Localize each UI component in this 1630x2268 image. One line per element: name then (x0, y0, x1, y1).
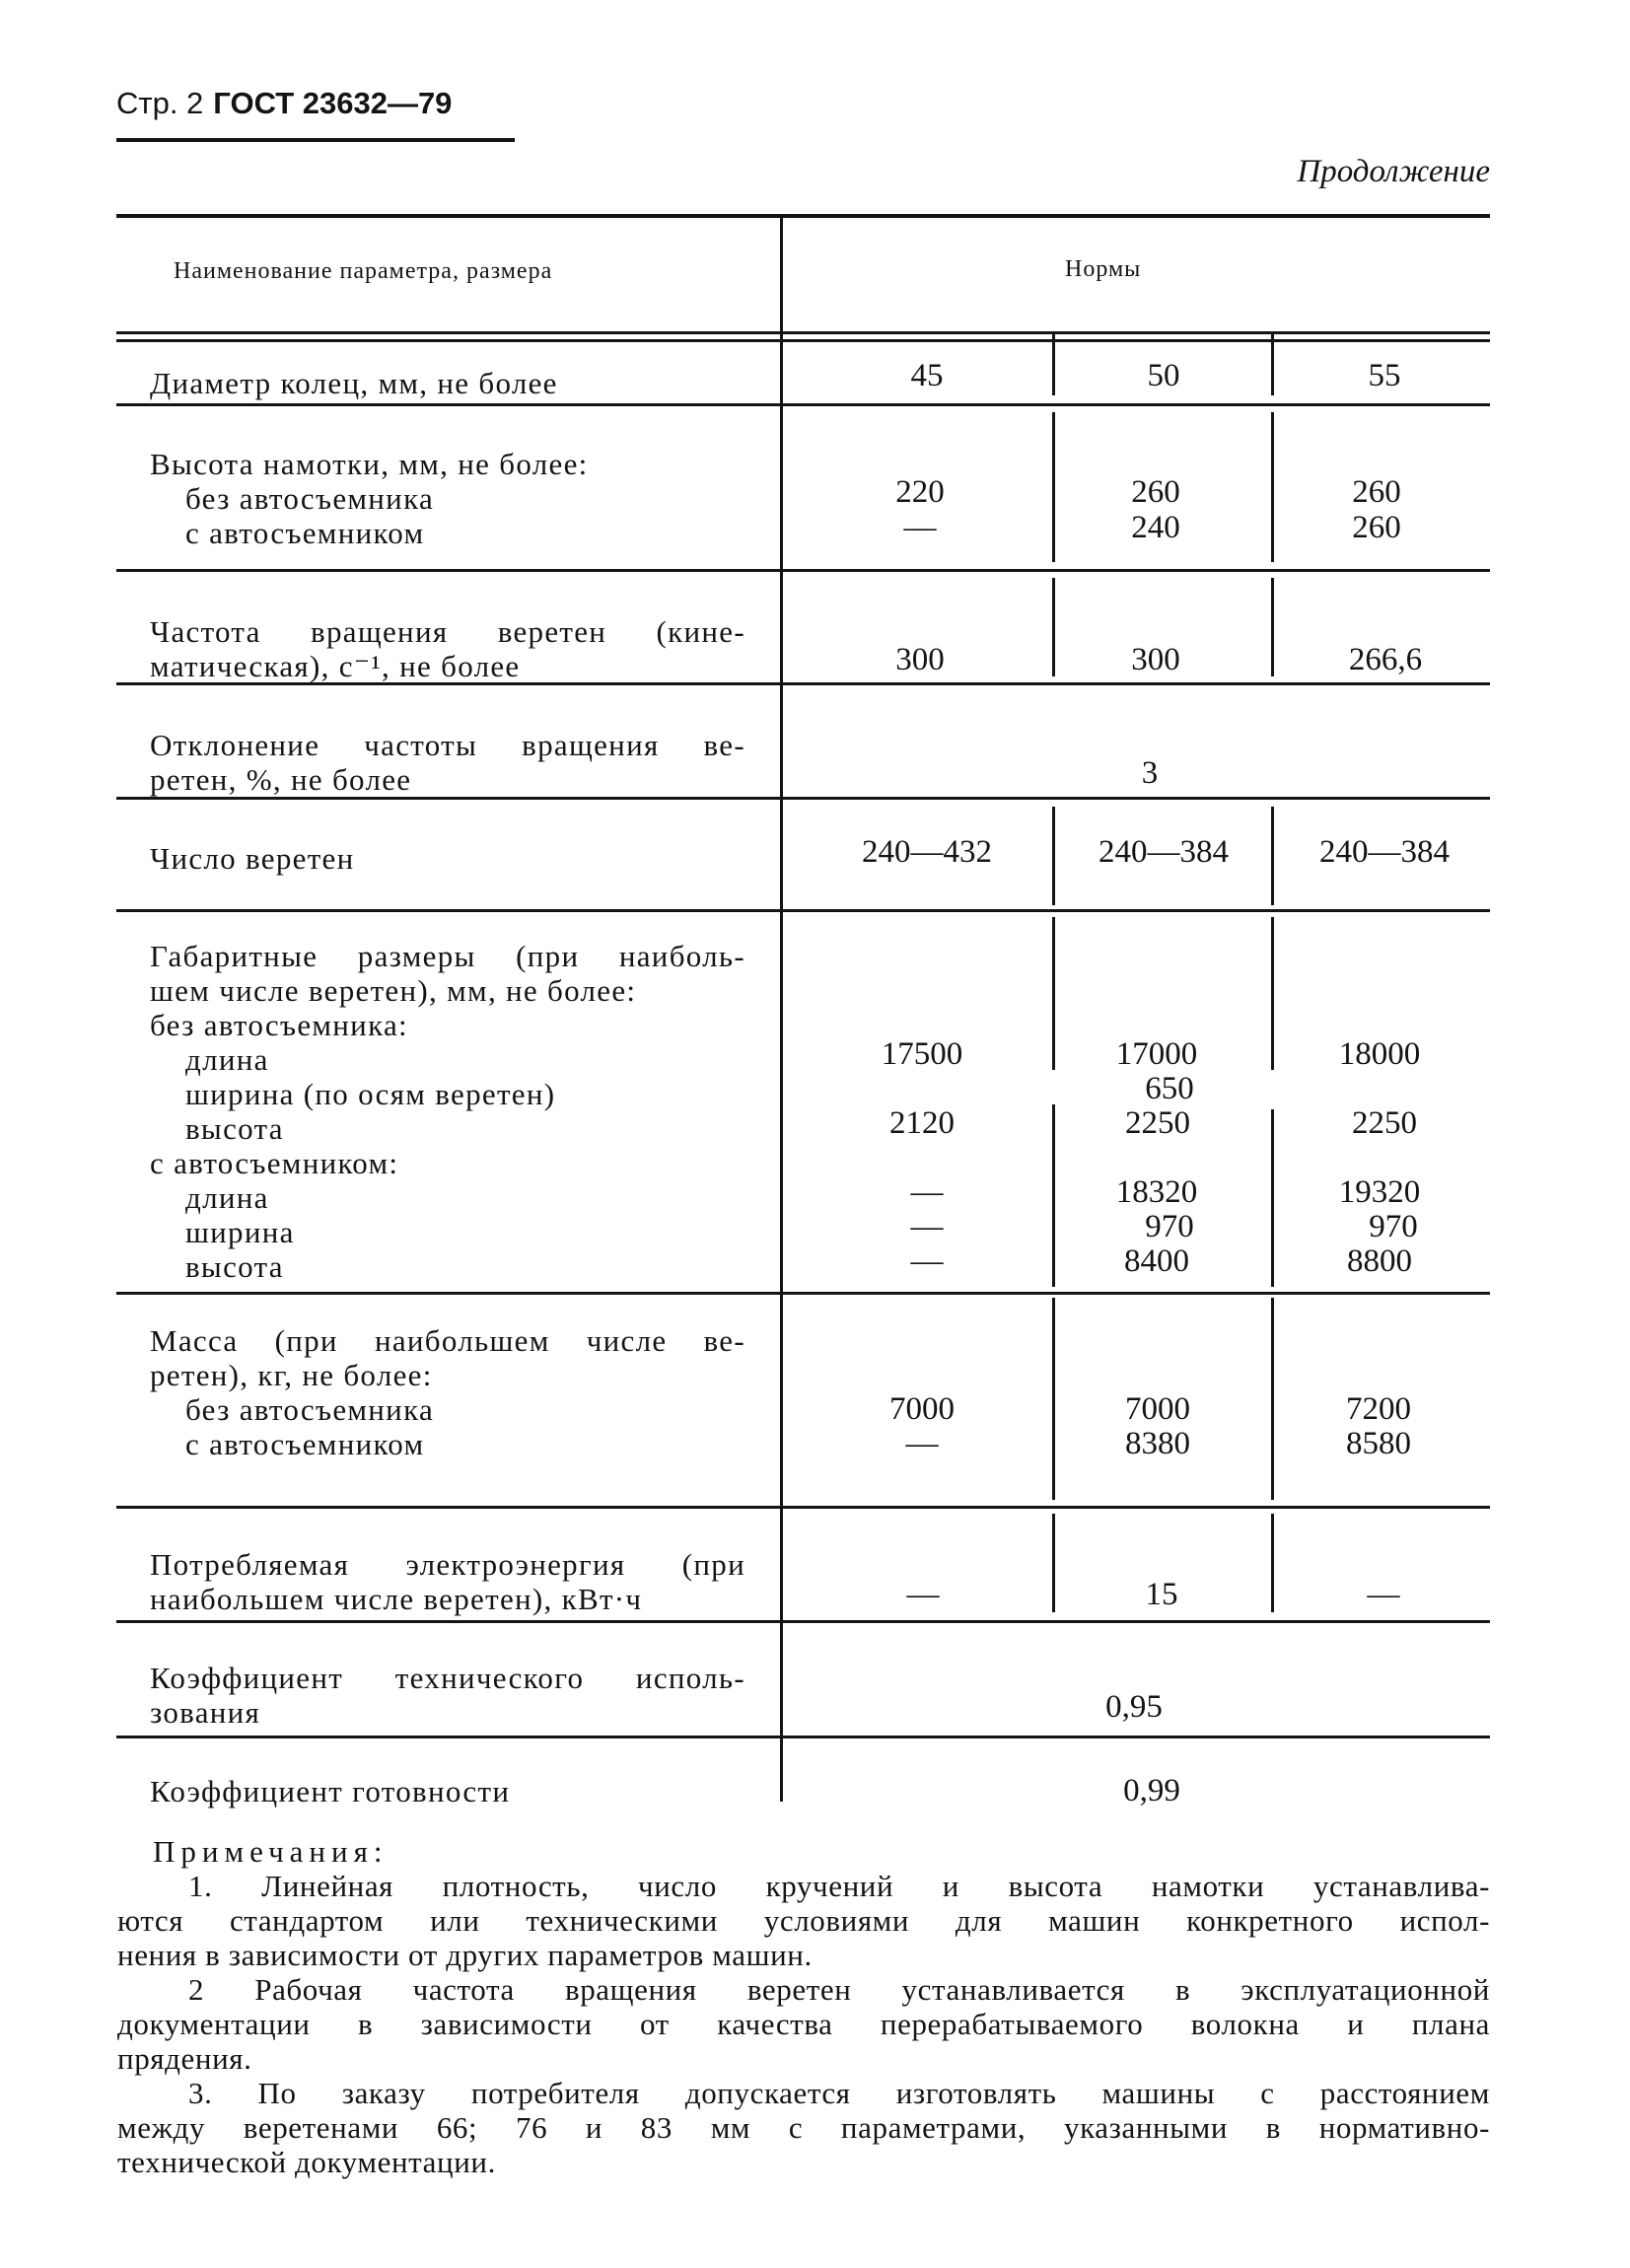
row-label-speed-deviation: Отклонение частоты вращения ве- ретен, %, не более (150, 728, 745, 797)
row-rule (116, 1620, 1490, 1623)
row-rule (116, 1292, 1490, 1295)
header-double-rule-b (116, 339, 1490, 342)
row-label-overall-dimensions: Габаритные размеры (при наиболь- шем числе веретен), мм, не более: без автосъемника: длина ширина (по осям веретен) высота с автосъемником: длина ширина высота (150, 939, 745, 1284)
header-double-rule-a (116, 331, 1490, 334)
page-header (116, 81, 515, 142)
row-label-winding-height: Высота намотки, мм, не более: без автосъемника с автосъемником (150, 447, 589, 550)
continuation-label: Продолжение (1297, 154, 1490, 189)
table-top-rule (116, 214, 1490, 218)
note-1: 1. Линейная плотность, число кручений и высота намотки устанавлива- ются стандартом или техническими условиями для машин конкретного испол- нения в зависимости от других параметров машин. (117, 1869, 1490, 1972)
row-label-utilization-coefficient: Коэффициент технического исполь- зования (150, 1661, 745, 1730)
row-label-spindle-speed: Частота вращения веретен (кине- матическая), с⁻¹, не более (150, 614, 745, 683)
row-rule (116, 1506, 1490, 1509)
notes-title: Примечания: (153, 1834, 389, 1869)
note-2: 2 Рабочая частота вращения веретен устанавливается в эксплуатационной документации в зависимости от качества перерабатываемого волокна и плана прядения. (117, 1972, 1490, 2076)
column-header-parameter: Наименование параметра, размера (174, 258, 553, 284)
row-rule (116, 909, 1490, 912)
row-rule (116, 403, 1490, 406)
notes-section (117, 1834, 1490, 2179)
page-number: Стр. 2 (116, 86, 204, 120)
row-label-power-consumption: Потребляемая электроэнергия (при наибольшем числе веретен), кВт·ч (150, 1547, 745, 1616)
row-label-ring-diameter: Диаметр колец, мм, не более (150, 366, 558, 400)
row-label-availability-coefficient: Коэффициент готовности (150, 1774, 511, 1808)
standard-number: ГОСТ 23632—79 (213, 86, 453, 120)
column-header-norms: Нормы (1065, 256, 1142, 282)
row-rule (116, 797, 1490, 800)
note-3: 3. По заказу потребителя допускается изготовлять машины с расстоянием между веретенами 66; 76 и 83 мм с параметрами, указанными в нормативно- технической документации. (117, 2076, 1490, 2179)
column-divider (780, 214, 783, 1802)
row-rule (116, 1736, 1490, 1738)
row-label-spindle-count: Число веретен (150, 841, 355, 876)
row-label-mass: Масса (при наибольшем числе ве- ретен), кг, не более: без автосъемника с автосъемником (150, 1323, 745, 1461)
row-rule (116, 569, 1490, 572)
